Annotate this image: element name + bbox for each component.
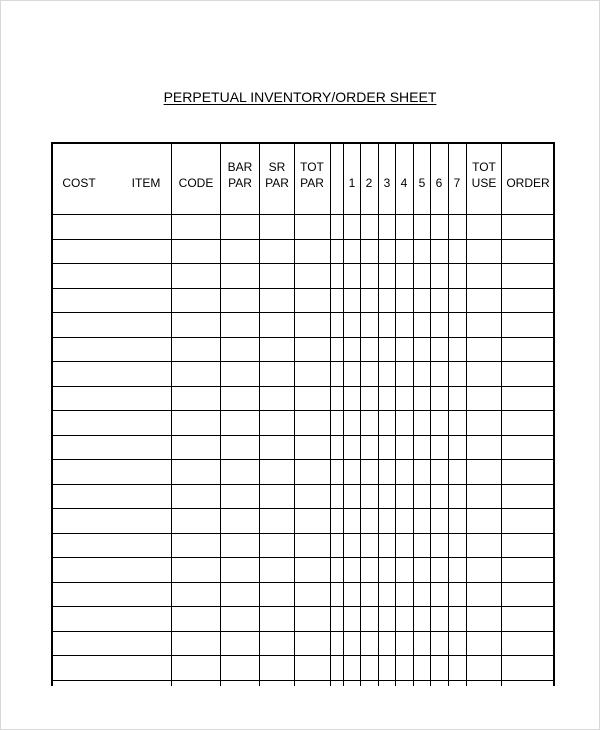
header-tot-par-top: TOT bbox=[300, 160, 324, 174]
table-row-divider bbox=[51, 459, 555, 460]
header-day-4: 4 bbox=[400, 176, 408, 190]
header-sr-par-bottom: PAR bbox=[265, 176, 289, 190]
table-row-divider bbox=[51, 680, 555, 681]
header-sr-par-top: SR bbox=[268, 160, 286, 174]
header-day-5: 5 bbox=[418, 176, 426, 190]
column-divider bbox=[448, 142, 449, 686]
header-divider bbox=[51, 214, 555, 215]
column-divider bbox=[330, 142, 331, 686]
table-row-divider bbox=[51, 239, 555, 240]
table-row-divider bbox=[51, 631, 555, 632]
table-row-divider bbox=[51, 606, 555, 607]
table-row-divider bbox=[51, 435, 555, 436]
page-title bbox=[0, 89, 600, 105]
table-row-divider bbox=[51, 312, 555, 313]
header-day-3: 3 bbox=[383, 176, 391, 190]
column-divider bbox=[294, 142, 295, 686]
column-divider bbox=[171, 142, 172, 686]
table-row-divider bbox=[51, 361, 555, 362]
column-divider bbox=[220, 142, 221, 686]
column-divider bbox=[466, 142, 467, 686]
column-divider bbox=[360, 142, 361, 686]
header-bar-par-top: BAR bbox=[227, 160, 253, 174]
page-title-text: PERPETUAL INVENTORY/ORDER SHEET bbox=[163, 89, 437, 105]
header-day-1: 1 bbox=[348, 176, 356, 190]
header-cost: COST bbox=[62, 176, 96, 190]
header-day-6: 6 bbox=[435, 176, 443, 190]
column-divider bbox=[430, 142, 431, 686]
table-row-divider bbox=[51, 557, 555, 558]
table-row-divider bbox=[51, 582, 555, 583]
header-tot-use-top: TOT bbox=[472, 160, 496, 174]
header-day-7: 7 bbox=[453, 176, 461, 190]
column-divider bbox=[259, 142, 260, 686]
table-row-divider bbox=[51, 533, 555, 534]
header-code: CODE bbox=[178, 176, 214, 190]
table-row-divider bbox=[51, 386, 555, 387]
table-row-divider bbox=[51, 263, 555, 264]
header-tot-par-bottom: PAR bbox=[300, 176, 324, 190]
inventory-table bbox=[51, 142, 555, 686]
table-row-divider bbox=[51, 508, 555, 509]
table-row-divider bbox=[51, 410, 555, 411]
header-bar-par-bottom: PAR bbox=[228, 176, 252, 190]
column-divider bbox=[413, 142, 414, 686]
table-row-divider bbox=[51, 337, 555, 338]
table-row-divider bbox=[51, 288, 555, 289]
column-divider bbox=[395, 142, 396, 686]
header-day-2: 2 bbox=[365, 176, 373, 190]
header-order: ORDER bbox=[506, 176, 550, 190]
table-row-divider bbox=[51, 655, 555, 656]
header-item: ITEM bbox=[131, 176, 161, 190]
column-divider bbox=[501, 142, 502, 686]
table-row-divider bbox=[51, 484, 555, 485]
column-divider bbox=[343, 142, 344, 686]
header-tot-use-bottom: USE bbox=[471, 176, 497, 190]
column-divider bbox=[378, 142, 379, 686]
